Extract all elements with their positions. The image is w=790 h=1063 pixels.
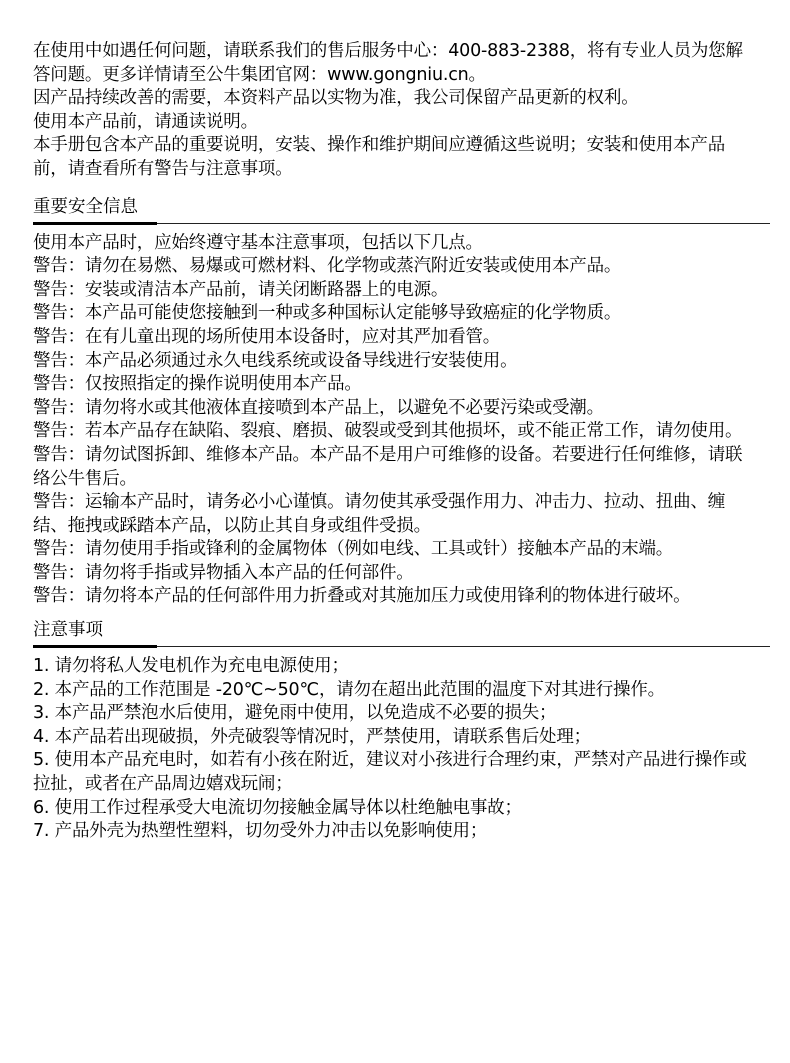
warning-item: 警告：请勿将本产品的任何部件用力折叠或对其施加压力或使用锋利的物体进行破坏。: [33, 586, 691, 607]
warning-item: 警告：仅按照指定的操作说明使用本产品。: [33, 374, 362, 395]
intro-update-paragraph: 因产品持续改善的需要，本资料产品以实物为准，我公司保留产品更新的权利。: [33, 88, 639, 109]
intro-section: [33, 40, 770, 182]
safety-section-title: 重要安全信息: [33, 196, 138, 217]
warning-item: 警告：请勿在易燃、易爆或可燃材料、化学物或蒸汽附近安装或使用本产品。: [33, 256, 622, 277]
note-item: 1. 请勿将私人发电机作为充电电源使用；: [33, 656, 349, 677]
section-title-underline: [33, 222, 157, 225]
safety-warnings-list: [33, 232, 770, 610]
warning-item: 警告：请勿将水或其他液体直接喷到本产品上，以避免不必要污染或受潮。: [33, 397, 604, 418]
notes-section-title: 注意事项: [33, 620, 103, 641]
warning-item: 警告：请勿试图拆卸、维修本产品。本产品不是用户可维修的设备。若要进行任何维修，请联络公牛售后。: [33, 444, 743, 489]
safety-lead-text: 使用本产品时，应始终遵守基本注意事项，包括以下几点。: [33, 232, 483, 253]
safety-section-header: [33, 194, 770, 224]
warning-item: 警告：运输本产品时，请务必小心谨慎。请勿使其承受强作用力、冲击力、拉动、扭曲、缠结、拖拽或踩踏本产品，以防止其自身或组件受损。: [33, 492, 725, 536]
intro-read-paragraph: 使用本产品前，请通读说明。: [33, 111, 258, 132]
note-item: 5. 使用本产品充电时，如若有小孩在附近，建议对小孩进行合理约束，严禁对产品进行操作或拉扯，或者在产品周边嬉戏玩闹；: [33, 750, 747, 795]
notes-section-header: [33, 617, 770, 647]
warning-item: 警告：在有儿童出现的场所使用本设备时，应对其严加看管。: [33, 326, 501, 347]
note-item: 3. 本产品严禁泡水后使用，避免雨中使用，以免造成不必要的损失；: [33, 703, 557, 724]
note-item: 7. 产品外壳为热塑性塑料，切勿受外力冲击以免影响使用；: [33, 821, 488, 842]
warning-item: 警告：请勿使用手指或锋利的金属物体（例如电线、工具或针）接触本产品的末端。: [33, 539, 674, 560]
note-item: 2. 本产品的工作范围是 -20℃~50℃，请勿在超出此范围的温度下对其进行操作。: [33, 679, 665, 700]
warning-item: 警告：本产品必须通过永久电线系统或设备导线进行安装使用。: [33, 350, 518, 371]
warning-item: 警告：安装或清洁本产品前，请关闭断路器上的电源。: [33, 279, 449, 300]
warning-item: 警告：若本产品存在缺陷、裂痕、磨损、破裂或受到其他损坏，或不能正常工作，请勿使用。: [33, 421, 743, 442]
warning-item: 警告：请勿将手指或异物插入本产品的任何部件。: [33, 562, 414, 583]
section-title-underline: [33, 645, 157, 648]
intro-manual-paragraph: 本手册包含本产品的重要说明，安装、操作和维护期间应遵循这些说明；安装和使用本产品前，请查看所有警告与注意事项。: [33, 135, 725, 179]
note-item: 4. 本产品若出现破损，外壳破裂等情况时，严禁使用，请联系售后处理；: [33, 726, 591, 747]
note-item: 6. 使用工作过程承受大电流切勿接触金属导体以杜绝触电事故；: [33, 797, 522, 818]
warning-item: 警告：本产品可能使您接触到一种或多种国标认定能够导致癌症的化学物质。: [33, 303, 622, 324]
notes-list: [33, 655, 770, 844]
intro-service-paragraph: 在使用中如遇任何问题，请联系我们的售后服务中心：400-883-2388，将有专业人员为您解答问题。更多详情请至公牛集团官网：www.gongniu.cn。: [33, 41, 743, 85]
